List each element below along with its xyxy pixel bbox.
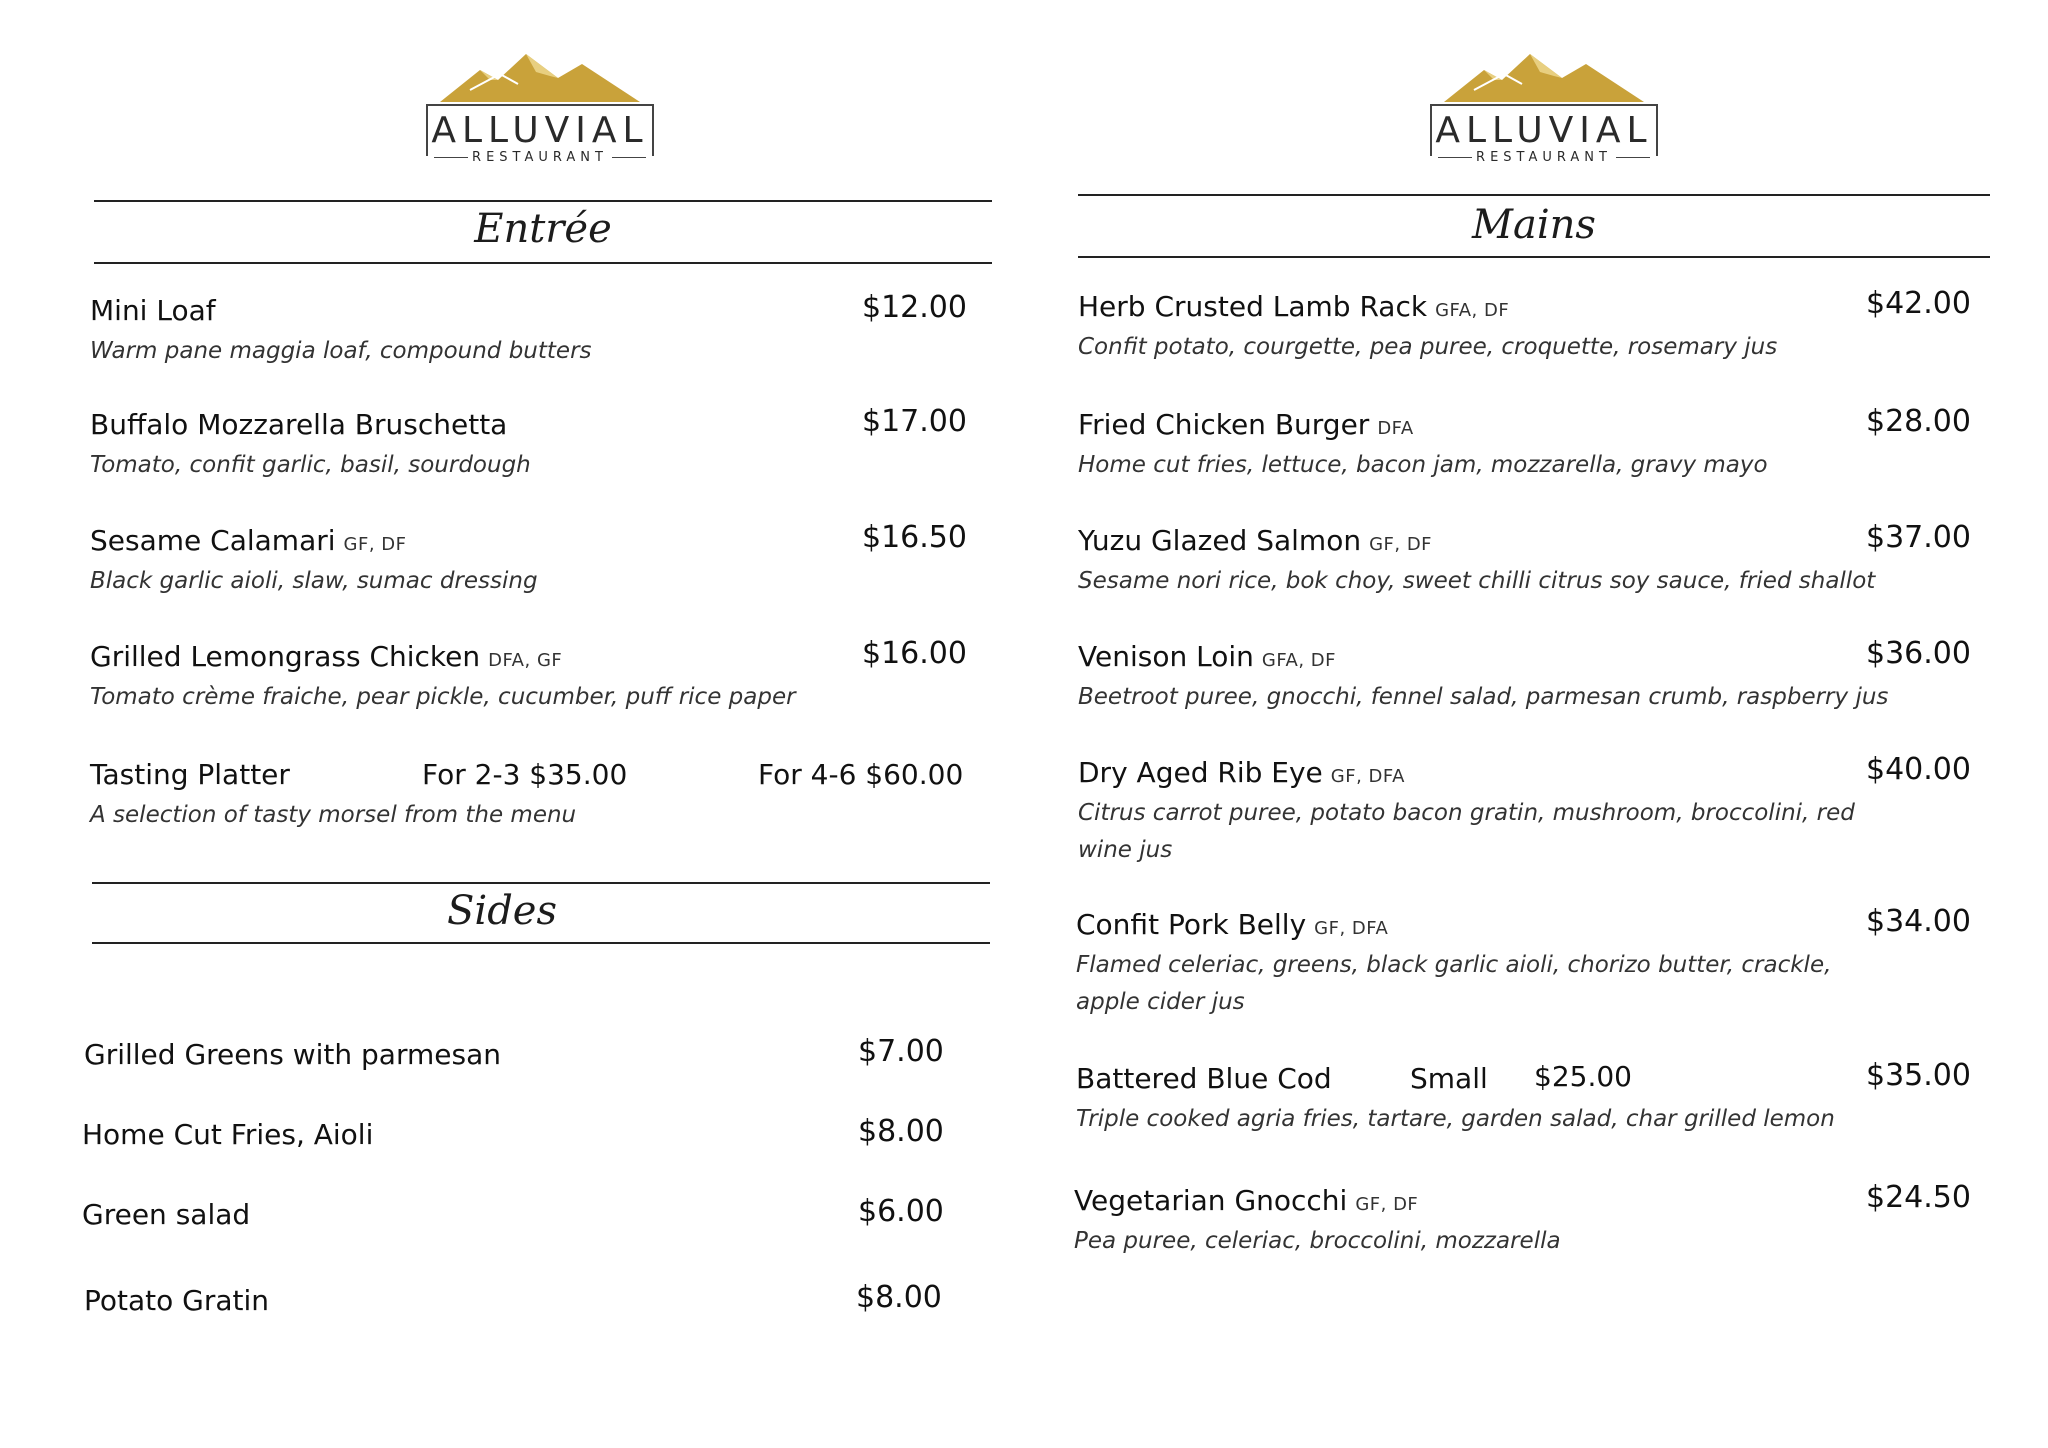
mains-rule-top bbox=[1078, 194, 1990, 196]
main-item bbox=[1074, 1184, 1561, 1260]
side-item bbox=[82, 1198, 250, 1231]
entree-item bbox=[90, 524, 538, 600]
item-price: $17.00 bbox=[862, 404, 967, 439]
item-price: $40.00 bbox=[1866, 752, 1971, 787]
dietary-tags: DFA, GF bbox=[488, 650, 563, 671]
item-name: Herb Crusted Lamb Rack bbox=[1078, 290, 1428, 323]
item-price: $16.00 bbox=[862, 636, 967, 671]
dietary-tags: GF, DFA bbox=[1330, 766, 1405, 787]
item-desc: Sesame nori rice, bok choy, sweet chilli citrus soy sauce, fried shallot bbox=[1078, 568, 1876, 594]
restaurant-logo bbox=[1424, 50, 1664, 170]
item-price: $34.00 bbox=[1866, 904, 1971, 939]
main-item bbox=[1078, 408, 1768, 484]
logo-brand-text: ALLUVIAL bbox=[431, 110, 649, 151]
item-price: $24.50 bbox=[1866, 1180, 1971, 1215]
entree-item bbox=[90, 408, 531, 484]
item-price: $28.00 bbox=[1866, 404, 1971, 439]
item-name: Battered Blue Cod bbox=[1076, 1062, 1332, 1095]
item-name: Dry Aged Rib Eye bbox=[1078, 756, 1323, 789]
entree-item bbox=[90, 294, 592, 370]
item-price: $6.00 bbox=[858, 1194, 944, 1229]
sides-title: Sides bbox=[447, 888, 557, 934]
item-desc: Warm pane maggia loaf, compound butters bbox=[90, 338, 592, 364]
item-name: Grilled Lemongrass Chicken bbox=[90, 640, 481, 673]
item-name: Green salad bbox=[82, 1198, 251, 1231]
main-item bbox=[1078, 524, 1875, 600]
item-name: Fried Chicken Burger bbox=[1078, 408, 1370, 441]
sides-rule-top bbox=[92, 882, 990, 884]
item-price: $37.00 bbox=[1866, 520, 1971, 555]
item-name: Venison Loin bbox=[1078, 640, 1254, 673]
item-price: $16.50 bbox=[862, 520, 967, 555]
sides-rule-bottom bbox=[92, 942, 990, 944]
item-price: $35.00 bbox=[1866, 1058, 1971, 1093]
item-price: $8.00 bbox=[858, 1114, 944, 1149]
platter-option-small: For 2-3 $35.00 bbox=[422, 758, 628, 791]
platter-option-large: For 4-6 $60.00 bbox=[758, 758, 964, 791]
side-item bbox=[84, 1038, 501, 1071]
item-desc: Citrus carrot puree, potato bacon gratin, mushroom, broccolini, red wine jus bbox=[1078, 800, 1855, 863]
item-name: Home Cut Fries, Aioli bbox=[82, 1118, 374, 1151]
dietary-tags: GF, DFA bbox=[1314, 918, 1389, 939]
item-desc: Confit potato, courgette, pea puree, croquette, rosemary jus bbox=[1078, 334, 1778, 360]
restaurant-logo bbox=[420, 50, 660, 170]
item-desc: Black garlic aioli, slaw, sumac dressing bbox=[90, 568, 538, 594]
dietary-tags: GFA, DF bbox=[1261, 650, 1336, 671]
main-item bbox=[1078, 640, 1888, 716]
mains-rule-bottom bbox=[1078, 256, 1990, 258]
item-desc: Flamed celeriac, greens, black garlic aioli, chorizo butter, crackle, apple cider jus bbox=[1076, 952, 1832, 1015]
item-name: Grilled Greens with parmesan bbox=[84, 1038, 501, 1071]
item-desc: Triple cooked agria fries, tartare, garden salad, char grilled lemon bbox=[1076, 1106, 1835, 1132]
item-price: $42.00 bbox=[1866, 286, 1971, 321]
dietary-tags: DFA bbox=[1377, 418, 1414, 439]
entree-title: Entrée bbox=[474, 206, 612, 252]
item-desc: A selection of tasty morsel from the menu bbox=[90, 802, 577, 828]
cod-small-price: $25.00 bbox=[1534, 1060, 1632, 1093]
item-price: $7.00 bbox=[858, 1034, 944, 1069]
cod-small-label: Small bbox=[1410, 1062, 1488, 1095]
item-name: Yuzu Glazed Salmon bbox=[1078, 524, 1362, 557]
item-price: $8.00 bbox=[856, 1280, 942, 1315]
entree-rule-bottom bbox=[94, 262, 992, 264]
side-item bbox=[82, 1118, 373, 1151]
side-item bbox=[84, 1284, 269, 1317]
item-name: Vegetarian Gnocchi bbox=[1074, 1184, 1348, 1217]
mountain-logo-icon bbox=[440, 50, 640, 106]
item-desc: Tomato, confit garlic, basil, sourdough bbox=[90, 452, 531, 478]
main-item bbox=[1078, 290, 1777, 366]
dietary-tags: GF, DF bbox=[1369, 534, 1433, 555]
item-desc: Pea puree, celeriac, broccolini, mozzarella bbox=[1074, 1228, 1561, 1254]
item-name: Sesame Calamari bbox=[90, 524, 336, 557]
item-name: Potato Gratin bbox=[84, 1284, 270, 1317]
item-desc: Beetroot puree, gnocchi, fennel salad, parmesan crumb, raspberry jus bbox=[1078, 684, 1889, 710]
logo-brand-text: ALLUVIAL bbox=[1435, 110, 1653, 151]
item-name: Confit Pork Belly bbox=[1076, 908, 1307, 941]
mains-title: Mains bbox=[1472, 202, 1596, 248]
item-name: Tasting Platter bbox=[90, 758, 290, 791]
item-desc: Tomato crème fraiche, pear pickle, cucumber, puff rice paper bbox=[90, 684, 796, 710]
dietary-tags: GFA, DF bbox=[1435, 300, 1510, 321]
item-price: $12.00 bbox=[862, 290, 967, 325]
main-item bbox=[1078, 756, 1858, 869]
entree-item bbox=[90, 640, 796, 716]
item-desc: Home cut fries, lettuce, bacon jam, mozzarella, gravy mayo bbox=[1078, 452, 1768, 478]
dietary-tags: GF, DF bbox=[343, 534, 407, 555]
dietary-tags: GF, DF bbox=[1355, 1194, 1419, 1215]
logo-sub-text: RESTAURANT bbox=[1430, 150, 1658, 165]
main-item bbox=[1076, 908, 1866, 1021]
logo-sub-text: RESTAURANT bbox=[426, 150, 654, 165]
item-name: Buffalo Mozzarella Bruschetta bbox=[90, 408, 508, 441]
item-name: Mini Loaf bbox=[90, 294, 216, 327]
entree-rule-top bbox=[94, 200, 992, 202]
item-price: $36.00 bbox=[1866, 636, 1971, 671]
mountain-logo-icon bbox=[1444, 50, 1644, 106]
menu-page-right bbox=[1024, 0, 2048, 1448]
